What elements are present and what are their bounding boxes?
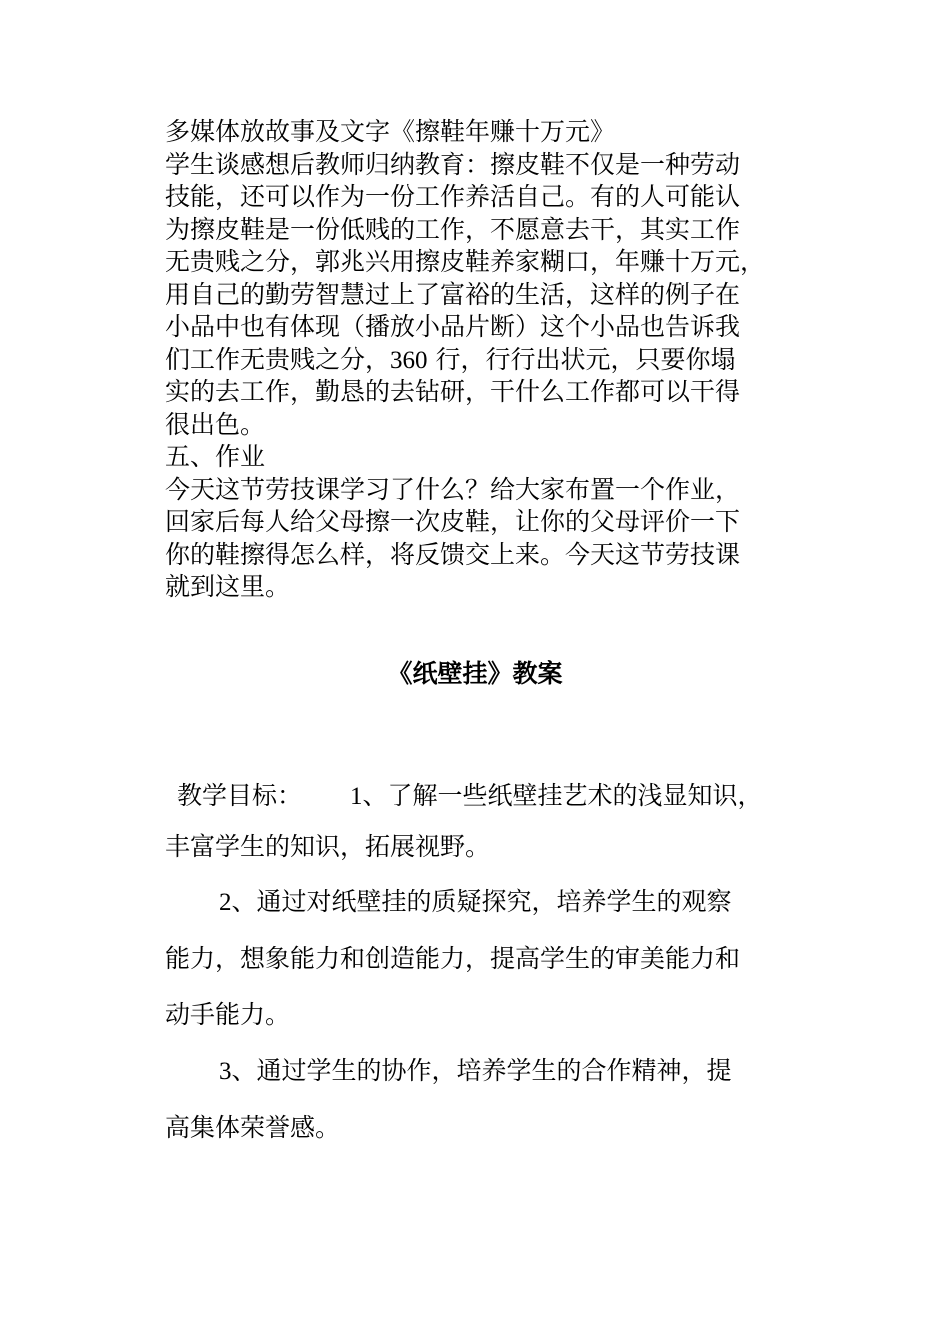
- goals-label: 教学目标：: [177, 781, 303, 810]
- goal-2-line: [165, 885, 732, 920]
- paragraph-line: 很出色。: [165, 409, 266, 439]
- paragraph-line: 为擦皮鞋是一份低贱的工作，不愿意去干，其实工作: [165, 214, 741, 244]
- line-text: 们工作无贵贱之分，: [165, 344, 391, 374]
- homework-heading: 五、作业: [165, 442, 266, 471]
- paragraph-line: 小品中也有体现（播放小品片断）这个小品也告诉我: [165, 312, 741, 341]
- line-text: 行，行行出状元，只要你塌: [427, 344, 736, 374]
- story-discussion-section: [165, 116, 790, 604]
- goal-1-number: 1: [350, 783, 363, 810]
- goal-2-continuation: 能力，想象能力和创造能力，提高学生的审美能力和: [165, 944, 741, 973]
- paragraph-line: 就到这里。: [165, 572, 291, 601]
- paragraph-line: 实的去工作，勤恳的去钻研，干什么工作都可以干得: [165, 377, 741, 406]
- paragraph-line: 无贵贱之分，郭兆兴用擦皮鞋养家糊口，年赚十万元，: [165, 247, 766, 276]
- paragraph-line: 用自己的勤劳智慧过上了富裕的生活，这样的例子在: [165, 279, 741, 309]
- paragraph-line: 今天这节劳技课学习了什么？给大家布置一个作业，: [165, 474, 741, 504]
- goal-1-line: [165, 779, 763, 814]
- goal-1-text: 、了解一些纸壁挂艺术的浅显知识，: [362, 781, 763, 810]
- paragraph-line: 学生谈感想后教师归纳教育：擦皮鞋不仅是一种劳动: [165, 149, 741, 179]
- goal-3-text: 、通过学生的协作，培养学生的合作精神，提: [231, 1056, 732, 1085]
- number-360: 360: [390, 346, 428, 374]
- paragraph-line: 技能，还可以作为一份工作养活自己。有的人可能认: [165, 182, 741, 211]
- goal-3-continuation: 高集体荣誉感。: [165, 1113, 341, 1142]
- paragraph-line: 你的鞋擦得怎么样，将反馈交上来。今天这节劳技课: [165, 539, 741, 569]
- goal-3-number: 3: [219, 1058, 232, 1085]
- goal-2-number: 2: [219, 889, 232, 916]
- lesson-plan-title: 《纸壁挂》教案: [387, 659, 563, 688]
- paragraph-line: 多媒体放故事及文字《擦鞋年赚十万元》: [165, 117, 616, 146]
- paragraph-line: [165, 344, 790, 377]
- goal-3-line: [165, 1054, 732, 1089]
- paragraph-line: 回家后每人给父母擦一次皮鞋，让你的父母评价一下: [165, 507, 741, 536]
- goal-1-continuation: 丰富学生的知识，拓展视野。: [165, 832, 491, 861]
- goal-2-text: 、通过对纸壁挂的质疑探究，培养学生的观察: [231, 887, 732, 916]
- goal-2-continuation: 动手能力。: [165, 1000, 291, 1029]
